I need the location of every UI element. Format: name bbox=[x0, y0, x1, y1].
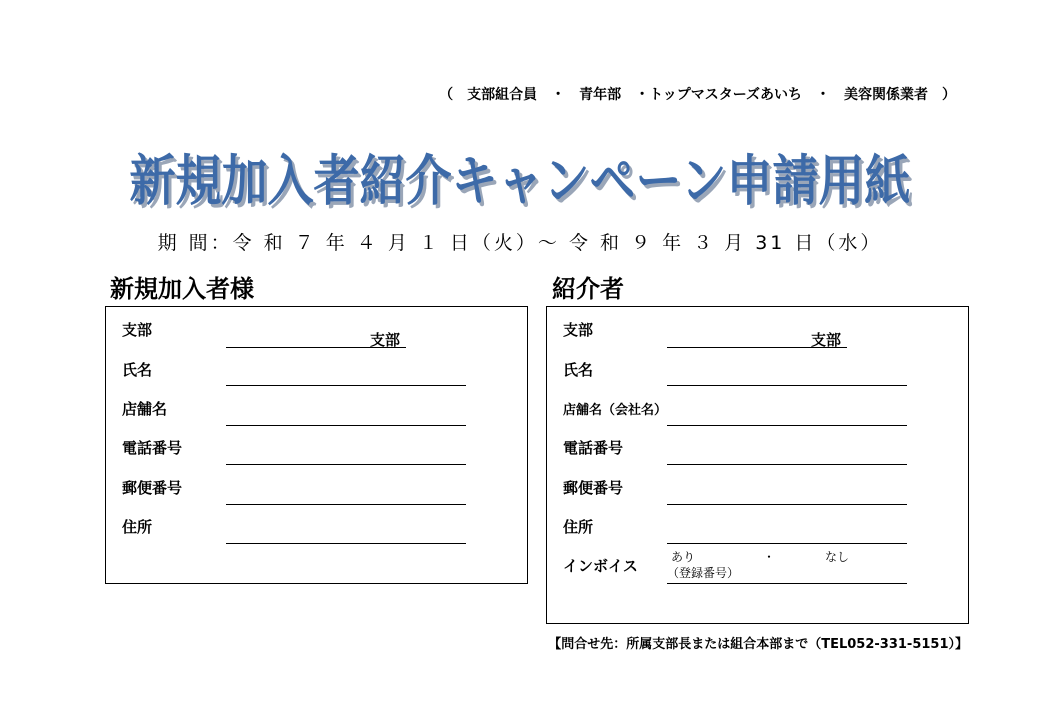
introducer-heading: 紹介者 bbox=[552, 275, 624, 303]
new-member-postal-field[interactable] bbox=[226, 504, 466, 505]
new-member-postal-label: 郵便番号 bbox=[122, 479, 183, 497]
introducer-invoice-label: インボイス bbox=[563, 557, 638, 575]
new-member-address-field[interactable] bbox=[226, 543, 466, 544]
new-member-name-label: 氏名 bbox=[122, 361, 153, 379]
new-member-heading: 新規加入者様 bbox=[110, 275, 254, 303]
new-member-form bbox=[105, 306, 528, 584]
introducer-postal-field[interactable] bbox=[667, 504, 907, 505]
introducer-address-field[interactable] bbox=[667, 543, 907, 544]
new-member-shop-field[interactable] bbox=[226, 425, 466, 426]
introducer-branch-label: 支部 bbox=[563, 321, 594, 339]
invoice-separator: ・ bbox=[763, 550, 776, 564]
new-member-shop-label: 店舗名 bbox=[122, 400, 168, 418]
introducer-phone-field[interactable] bbox=[667, 464, 907, 465]
introducer-form bbox=[546, 306, 969, 624]
page-title: 新規加入者紹介キャンペーン申請用紙 bbox=[129, 148, 911, 213]
new-member-address-label: 住所 bbox=[122, 518, 153, 536]
introducer-shop-field[interactable] bbox=[667, 425, 907, 426]
contact-info: 【問合せ先：所属支部長または組合本部まで（TEL052-331-5151）】 bbox=[548, 637, 968, 652]
campaign-period: 期 間：令 和 ７ 年 ４ 月 １ 日（火）～ 令 和 ９ 年 ３ 月 31 日（水） bbox=[157, 232, 883, 254]
introducer-name-label: 氏名 bbox=[563, 361, 594, 379]
new-member-name-field[interactable] bbox=[226, 385, 466, 386]
new-member-phone-label: 電話番号 bbox=[122, 439, 183, 457]
new-member-phone-field[interactable] bbox=[226, 464, 466, 465]
introducer-address-label: 住所 bbox=[563, 518, 594, 536]
invoice-registration-field[interactable] bbox=[667, 583, 907, 584]
introducer-shop-label: 店舗名（会社名） bbox=[563, 403, 668, 418]
invoice-yes-option[interactable]: あり bbox=[671, 550, 696, 564]
introducer-postal-label: 郵便番号 bbox=[563, 479, 624, 497]
introducer-phone-label: 電話番号 bbox=[563, 439, 624, 457]
introducer-branch-suffix: 支部 bbox=[811, 331, 842, 349]
introducer-name-field[interactable] bbox=[667, 385, 907, 386]
new-member-branch-label: 支部 bbox=[122, 321, 153, 339]
invoice-no-option[interactable]: なし bbox=[825, 550, 850, 564]
introducer-branch-field[interactable] bbox=[667, 347, 847, 348]
new-member-branch-suffix: 支部 bbox=[370, 331, 401, 349]
invoice-registration-label: （登録番号） bbox=[667, 566, 740, 580]
eligible-members-note: （ 支部組合員 ・ 青年部 ・トップマスターズあいち ・ 美容関係業者 ） bbox=[439, 87, 956, 103]
new-member-branch-field[interactable] bbox=[226, 347, 406, 348]
